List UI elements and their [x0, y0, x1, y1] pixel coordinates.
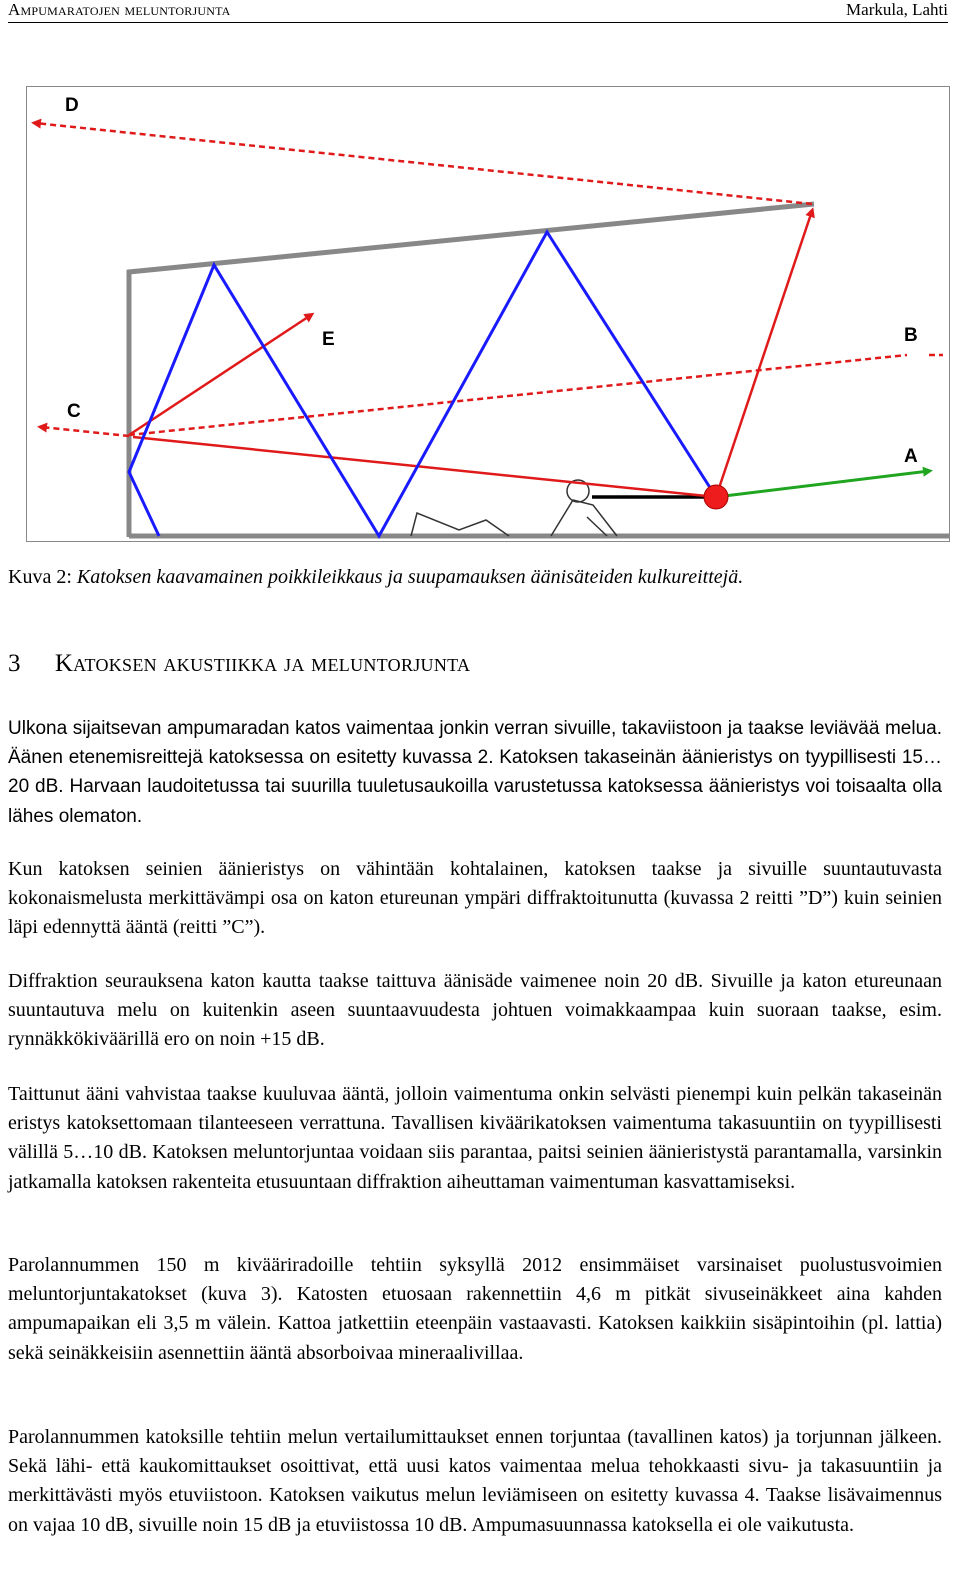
label-c: C: [67, 401, 81, 422]
diagram-svg: [27, 87, 949, 541]
label-a: A: [904, 446, 918, 467]
paragraph-1: [8, 714, 942, 831]
route-e-ray: [129, 355, 907, 435]
figure-caption: [8, 566, 743, 589]
route-d-ray-up: [716, 211, 812, 497]
paragraph-3: Diffraktion seurauksena katon kautta taakse taittuva äänisäde vaimenee noin 20 dB. Sivuille ja katon etureunaan suuntautuva melu on kuitenkin aseen suuntaavuudesta johtuen voimakkaampaa kuin suoraan taakse, esim. rynnäkkökiväärillä ero on noin +15 dB.: [8, 970, 942, 1051]
section-number: 3: [8, 650, 21, 677]
figure-shelter-cross-section: [26, 86, 950, 542]
paragraph-1b: Äänen etenemisreittejä katoksessa on esitetty kuvassa 2. Katoksen takaseinän äänieristys on tyypillisesti 15…20 dB. Harvaan laudoitetussa tai suurilla tuuletusaukoilla varustetussa katoksessa äänieristys voi toisaalta olla lähes olematon.: [8, 747, 942, 827]
route-c-ray: [133, 437, 716, 497]
label-e: E: [322, 329, 335, 350]
paragraph-6: Parolannummen katoksille tehtiin melun vertailumittaukset ennen torjuntaa (tavallinen katos) ja torjunnan jälkeen. Sekä lähi- että kaukomittaukset osoittivat, että uusi katos vaimentaa melua tehokkaasti sivu- ja takasuuntiin ja merkittävästi myös etuviistoon. Katoksen vaikutus melun leviämiseen on esitetty kuvassa 4. Taakse lisävaimennus on vajaa 10 dB, sivuille noin 15 dB ja etuviistossa 10 dB. Ampumasuunnassa katoksella ei ole vaikutusta.: [8, 1426, 942, 1536]
paragraph-1a: Ulkona sijaitsevan ampumaradan katos vaimentaa jonkin verran sivuille, takaviistoon ja taakse leviävää melua.: [8, 718, 942, 739]
caption-prefix: Kuva 2:: [8, 566, 77, 588]
route-d-diffracted: [35, 123, 812, 204]
label-b: B: [904, 325, 918, 346]
header-title: Ampumaratojen meluntorjunta: [8, 0, 231, 19]
route-c-continuation: [41, 427, 129, 436]
muzzle-source: [704, 485, 728, 509]
route-e-arrow: [129, 315, 311, 435]
label-d: D: [65, 95, 79, 116]
page-header: [8, 0, 948, 23]
paragraph-4: Taittunut ääni vahvistaa taakse kuuluvaa ääntä, jolloin vaimentuma onkin selvästi pienempi kuin pelkän takaseinän eristys katoksettomaan tilanteeseen verrattuna. Tavallisen kiväärikatoksen vaimentuma takasuuntiin on tyypillisesti välillä 5…10 dB. Katoksen meluntorjuntaa voidaan siis parantaa, paitsi seinien äänieristystä parantamalla, varsinkin jatkamalla katoksen rakenteita etusuuntaan diffraktion aiheuttaman vaimentuman kasvattamiseksi.: [8, 1083, 942, 1193]
paragraph-5: Parolannummen 150 m kivääriradoille tehtiin syksyllä 2012 ensimmäiset varsinaiset puolustusvoimien meluntorjuntakatokset (kuva 3). Katosten etuosaan rakennettiin 4,6 m pitkät sivuseinäkkeet aina kahden ampumapaikan eli 3,5 m välein. Kattoa jatkettiin eteenpäin vastaavasti. Katoksen kaikkiin sisäpintoihin (pl. lattia) sekä seinäkkeisiin asennettiin ääntä absorboivaa mineraalivillaa.: [8, 1254, 942, 1364]
shooter-figure: [411, 480, 617, 536]
section-title: Katoksen akustiikka ja meluntorjunta: [54, 650, 471, 677]
route-a-ray: [716, 471, 929, 497]
paragraph-2: Kun katoksen seinien äänieristys on vähintään kohtalainen, katoksen taakse ja sivuille suuntautuvasta kokonaismelusta merkittävämpi osa on katon etureunan ympäri diffraktoitunutta (kuvassa 2 reitti ”D”) kuin seinien läpi edennyttä ääntä (reitti ”C”).: [8, 858, 942, 939]
caption-text: Katoksen kaavamainen poikkileikkaus ja suupamauksen äänisäteiden kulkureittejä.: [76, 566, 744, 588]
section-heading: [8, 650, 470, 678]
header-authors: Markula, Lahti: [846, 0, 948, 19]
